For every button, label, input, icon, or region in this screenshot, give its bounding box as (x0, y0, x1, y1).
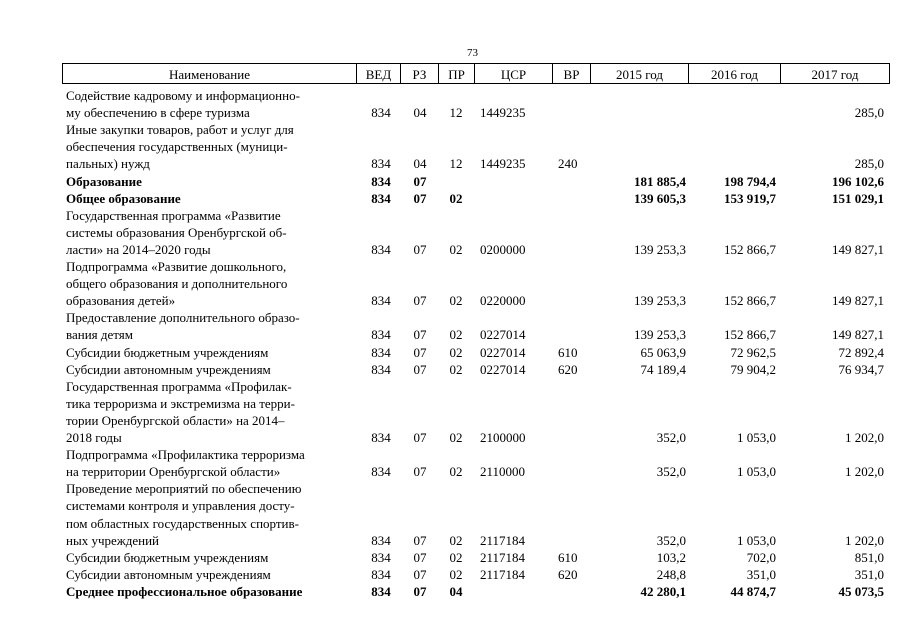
row-name: пом областных государственных спортив- (66, 515, 299, 531)
table-row (0, 258, 905, 275)
row-amount-2016: 351,0 (746, 566, 776, 582)
row-amount-2017: 76 934,7 (838, 361, 884, 377)
row-amount-2015: 352,0 (656, 464, 686, 480)
row-name: на территории Оренбургской области» (66, 464, 281, 480)
table-row (0, 463, 905, 480)
row-name: Субсидии автономным учреждениям (66, 361, 271, 377)
row-ved: 834 (371, 430, 391, 445)
row-amount-2015: 139 253,3 (634, 241, 686, 257)
row-amount-2016: 1 053,0 (737, 532, 776, 548)
row-pr: 02 (449, 190, 463, 206)
table-row (0, 104, 905, 121)
header-csr: ЦСР (474, 63, 552, 84)
table-row (0, 344, 905, 361)
row-rz: 07 (413, 293, 427, 309)
table-row (0, 87, 905, 104)
row-name: му обеспечению в сфере туризма (66, 105, 250, 121)
row-csr: 2110000 (480, 464, 526, 480)
row-pr: 04 (449, 583, 463, 599)
table-row (0, 173, 905, 190)
table-row (0, 309, 905, 326)
header-year-2016: 2016 год (688, 63, 780, 84)
row-amount-2017: 45 073,5 (838, 583, 884, 599)
row-name: Подпрограмма «Профилактика терроризма (66, 447, 305, 463)
row-name: Субсидии бюджетным учреждениям (66, 344, 269, 360)
row-ved: 834 (371, 566, 391, 582)
table-row (0, 378, 905, 395)
row-ved: 834 (371, 361, 391, 377)
row-name: тории Оренбургской области» на 2014– (66, 412, 285, 428)
row-amount-2016: 152 866,7 (724, 241, 776, 257)
row-name: Субсидии бюджетным учреждениям (66, 549, 269, 565)
row-rz: 04 (413, 105, 427, 121)
header-rz: РЗ (400, 63, 438, 84)
row-name: обеспечения государственных (муници- (66, 139, 288, 155)
row-rz: 07 (413, 361, 427, 377)
row-rz: 07 (413, 566, 427, 582)
row-amount-2015: 74 189,4 (640, 361, 686, 377)
row-pr: 02 (449, 361, 463, 377)
table-row (0, 190, 905, 207)
row-vr: 610 (558, 344, 578, 360)
row-name: пальных) нужд (66, 156, 150, 172)
row-name: тика терроризма и экстремизма на терри- (66, 395, 295, 411)
row-amount-2015: 248,8 (656, 566, 686, 582)
row-pr: 12 (449, 156, 463, 172)
row-name: Содействие кадровому и информационно- (66, 88, 300, 103)
row-amount-2015: 139 605,3 (634, 190, 686, 206)
row-amount-2015: 42 280,1 (640, 583, 686, 599)
row-name: образования детей» (66, 293, 176, 309)
row-pr: 02 (449, 566, 463, 582)
row-pr: 02 (449, 464, 463, 480)
row-amount-2016: 702,0 (746, 549, 776, 565)
table-row (0, 395, 905, 412)
table-row (0, 515, 905, 532)
table-row (0, 121, 905, 138)
table-row (0, 326, 905, 343)
row-ved: 834 (371, 293, 391, 309)
row-ved: 834 (371, 327, 391, 343)
row-ved: 834 (371, 156, 391, 172)
row-amount-2017: 351,0 (854, 566, 884, 582)
row-amount-2016: 1 053,0 (737, 430, 776, 445)
row-amount-2016: 152 866,7 (724, 327, 776, 343)
row-ved: 834 (371, 241, 391, 257)
row-ved: 834 (371, 190, 391, 206)
table-row (0, 138, 905, 155)
row-rz: 07 (413, 190, 427, 206)
row-name: Государственная программа «Профилак- (66, 378, 292, 394)
row-amount-2017: 72 892,4 (838, 344, 884, 360)
row-amount-2015: 139 253,3 (634, 327, 686, 343)
row-amount-2017: 851,0 (854, 549, 884, 565)
row-rz: 07 (413, 173, 427, 189)
row-csr: 2117184 (480, 566, 526, 582)
row-name: Иные закупки товаров, работ и услуг для (66, 122, 294, 138)
header-year-2015: 2015 год (590, 63, 688, 84)
row-csr: 0200000 (480, 241, 526, 257)
row-pr: 02 (449, 293, 463, 309)
row-csr: 1449235 (480, 156, 526, 172)
row-name: Образование (66, 173, 142, 189)
row-pr: 02 (449, 344, 463, 360)
table-row (0, 275, 905, 292)
row-csr: 0227014 (480, 327, 526, 343)
row-ved: 834 (371, 464, 391, 480)
row-vr: 610 (558, 549, 578, 565)
row-name: системами контроля и управления досту- (66, 498, 295, 514)
row-ved: 834 (371, 173, 391, 189)
row-name: Проведение мероприятий по обеспечению (66, 481, 302, 497)
row-rz: 07 (413, 464, 427, 480)
row-vr: 620 (558, 566, 578, 582)
row-name: вания детям (66, 327, 133, 343)
row-pr: 02 (449, 327, 463, 343)
table-row (0, 532, 905, 549)
row-ved: 834 (371, 583, 391, 599)
row-rz: 04 (413, 156, 427, 172)
row-rz: 07 (413, 583, 427, 599)
table-row (0, 361, 905, 378)
row-rz: 07 (413, 430, 427, 445)
row-amount-2016: 152 866,7 (724, 293, 776, 309)
row-amount-2015: 103,2 (656, 549, 686, 565)
table-row (0, 549, 905, 566)
row-amount-2017: 149 827,1 (832, 241, 884, 257)
row-csr: 0220000 (480, 293, 526, 309)
row-csr: 0227014 (480, 344, 526, 360)
row-name: общего образования и дополнительного (66, 276, 288, 292)
row-vr: 240 (558, 156, 578, 172)
row-pr: 12 (449, 105, 463, 121)
header-name: Наименование (62, 63, 356, 84)
row-amount-2016: 79 904,2 (730, 361, 776, 377)
row-ved: 834 (371, 549, 391, 565)
table-row (0, 583, 905, 600)
row-name: 2018 годы (66, 430, 122, 445)
row-ved: 834 (371, 344, 391, 360)
row-amount-2017: 1 202,0 (845, 532, 884, 548)
row-rz: 07 (413, 532, 427, 548)
row-pr: 02 (449, 430, 463, 445)
row-amount-2017: 149 827,1 (832, 327, 884, 343)
row-name: Общее образование (66, 190, 181, 206)
row-name: Субсидии автономным учреждениям (66, 566, 271, 582)
row-amount-2016: 1 053,0 (737, 464, 776, 480)
row-csr: 2117184 (480, 532, 526, 548)
row-amount-2015: 139 253,3 (634, 293, 686, 309)
row-amount-2017: 196 102,6 (832, 173, 884, 189)
row-rz: 07 (413, 549, 427, 565)
row-amount-2016: 44 874,7 (730, 583, 776, 599)
row-amount-2017: 1 202,0 (845, 430, 884, 445)
table-row (0, 566, 905, 583)
row-name: ных учреждений (66, 532, 159, 548)
row-name: системы образования Оренбургской об- (66, 224, 287, 240)
row-name: Предоставление дополнительного образо- (66, 310, 300, 326)
row-pr: 02 (449, 549, 463, 565)
header-pr: ПР (438, 63, 474, 84)
row-amount-2015: 352,0 (656, 532, 686, 548)
row-vr: 620 (558, 361, 578, 377)
row-name: Подпрограмма «Развитие дошкольного, (66, 259, 287, 274)
row-amount-2016: 72 962,5 (730, 344, 776, 360)
row-csr: 2117184 (480, 549, 526, 565)
row-rz: 07 (413, 241, 427, 257)
row-name: Среднее профессиональное образование (66, 583, 303, 599)
row-amount-2017: 149 827,1 (832, 293, 884, 309)
table-row (0, 224, 905, 241)
row-name: Государственная программа «Развитие (66, 207, 281, 223)
table-row (0, 207, 905, 224)
row-amount-2015: 181 885,4 (634, 173, 686, 189)
page-number: 73 (467, 47, 478, 59)
row-amount-2017: 285,0 (854, 105, 884, 121)
row-rz: 07 (413, 344, 427, 360)
header-ved: ВЕД (356, 63, 400, 84)
row-amount-2016: 153 919,7 (724, 190, 776, 206)
table-row (0, 497, 905, 514)
row-ved: 834 (371, 105, 391, 121)
row-csr: 2100000 (480, 430, 526, 445)
table-row (0, 155, 905, 172)
row-name: ласти» на 2014–2020 годы (66, 241, 211, 257)
row-amount-2015: 352,0 (656, 430, 686, 445)
table-row (0, 429, 905, 446)
row-amount-2015: 65 063,9 (640, 344, 686, 360)
header-year-2017: 2017 год (780, 63, 890, 84)
row-pr: 02 (449, 532, 463, 548)
table-row (0, 241, 905, 258)
table-row (0, 292, 905, 309)
row-amount-2017: 285,0 (854, 156, 884, 172)
row-amount-2017: 1 202,0 (845, 464, 884, 480)
table-row (0, 480, 905, 497)
header-vr: ВР (552, 63, 590, 84)
row-csr: 0227014 (480, 361, 526, 377)
row-amount-2017: 151 029,1 (832, 190, 884, 206)
table-row (0, 412, 905, 429)
table-row (0, 446, 905, 463)
row-pr: 02 (449, 241, 463, 257)
row-ved: 834 (371, 532, 391, 548)
row-amount-2016: 198 794,4 (724, 173, 776, 189)
row-rz: 07 (413, 327, 427, 343)
row-csr: 1449235 (480, 105, 526, 121)
